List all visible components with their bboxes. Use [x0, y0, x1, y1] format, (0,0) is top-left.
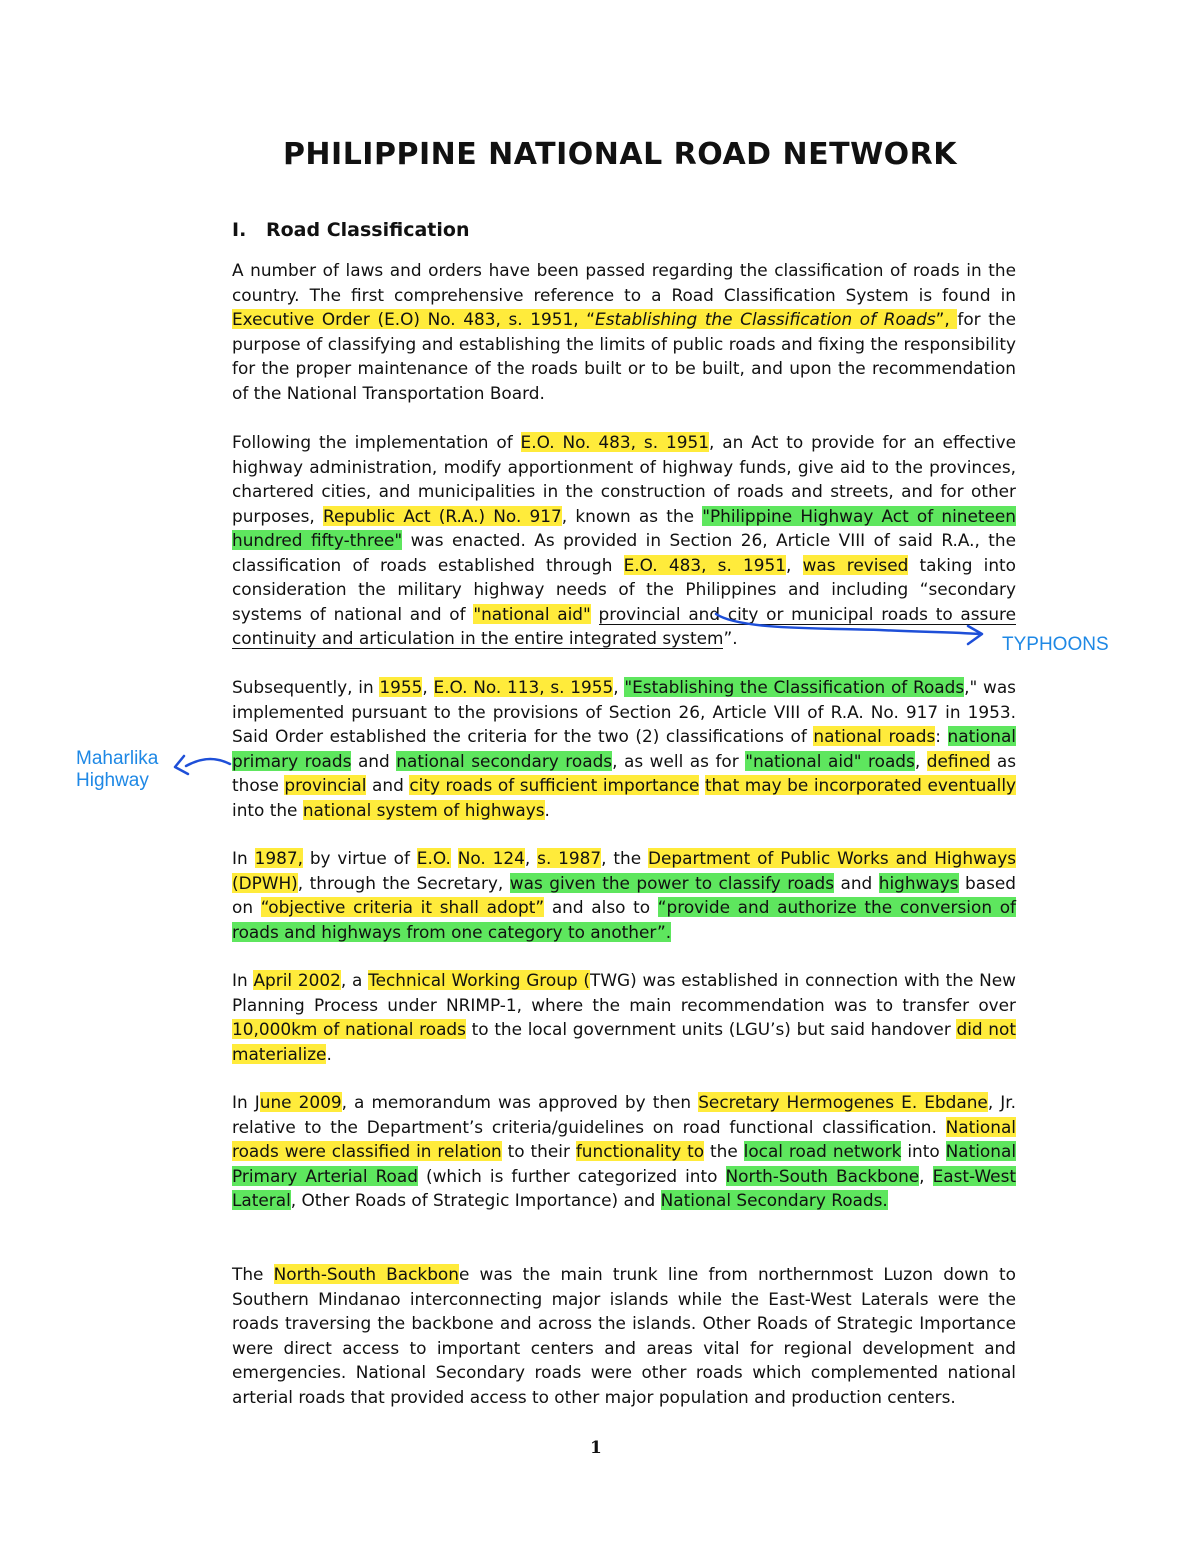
paragraph-3	[232, 675, 1016, 822]
text-run: ,	[422, 677, 434, 697]
highlight-yellow: Department of Public Works and Highways (DPWH)	[232, 848, 1017, 893]
highlight-yellow: Executive Order (E.O) No. 483, s. 1951, “	[232, 309, 596, 329]
text-run: .	[544, 799, 550, 820]
highlight-green: National Primary Arterial Road	[232, 1141, 1017, 1186]
highlight-green: East-West Lateral	[232, 1165, 1016, 1210]
highlight-yellow: E.O. No. 113, s. 1955	[433, 677, 614, 697]
text-run: (which is further categorized into	[417, 1165, 726, 1186]
highlight-green: was given the power to classify roads	[509, 872, 835, 893]
text-run: was enacted. As provided in Section 26, Article VIII of said R.A., the classification of roads established through	[232, 530, 1016, 575]
text-run: , as well as for	[612, 750, 746, 771]
text-run: , through the Secretary,	[297, 872, 510, 893]
text-run: based on	[232, 872, 1017, 917]
highlight-yellow: national roads	[813, 726, 936, 746]
text-run: taking into consideration the military highway needs of the Philippines and including “secondary systems of national and of	[232, 554, 1016, 624]
text-run: TWG) was established in connection with the New Planning Process under NRIMP-1, where the main recommendation was to transfer over	[232, 970, 1016, 1015]
section-title: Road Classification	[266, 219, 470, 241]
text-run: , Jr. relative to the Department’s criteria/guidelines on road functional classification.	[232, 1092, 1017, 1137]
text-run: ,	[613, 677, 625, 697]
highlight-green: highways	[878, 872, 959, 893]
paragraph-5	[232, 968, 1016, 1066]
highlight-green: North-South Backbone	[725, 1165, 920, 1186]
paragraph-6	[232, 1090, 1016, 1213]
underlined-text: provincial and city or municipal roads to assure continuity and articulation in the entire integrated system	[232, 603, 1017, 648]
text-run: ,	[919, 1165, 933, 1186]
maharlika-arrow-icon	[186, 759, 230, 766]
text-run: as those	[232, 750, 1016, 795]
text-run: In	[232, 848, 255, 868]
highlight-yellow: city roads of sufficient importance	[409, 775, 700, 795]
text-run: , an Act to provide for an effective highway administration, modify apportionment of highway funds, give aid to the provinces, chartered cities, and municipalities in the construction of roads and streets, and for other purposes,	[232, 432, 1016, 526]
highlight-yellow: was revised	[802, 554, 909, 575]
section-heading	[232, 219, 469, 241]
text-run: and	[351, 750, 397, 771]
highlight-green: "Establishing the Classification of Roads	[624, 677, 965, 697]
typhoons-note: TYPHOONS	[1002, 634, 1109, 655]
page-number: 1	[590, 1438, 602, 1458]
highlight-yellow: 1987,	[254, 848, 303, 868]
highlight-yellow: une 2009	[259, 1092, 342, 1112]
highlight-yellow: functionality to	[575, 1141, 705, 1161]
text-run: the	[704, 1141, 744, 1161]
text-run: , Other Roads of Strategic Importance) and	[290, 1190, 661, 1210]
paragraph-7	[232, 1262, 1016, 1409]
text-run	[451, 848, 458, 868]
highlight-yellow: s. 1987	[537, 848, 602, 868]
paragraph-4	[232, 846, 1016, 944]
highlight-yellow: "national aid"	[473, 603, 591, 624]
highlight-yellow: Republic Act (R.A.) No. 917	[323, 505, 562, 526]
highlight-green: “provide and authorize the conversion of roads and highways from one category to another”.	[232, 897, 1016, 942]
text-run: for the purpose of classifying and establishing the limits of public roads and fixing the responsibility for the proper maintenance of the roads built or to be built, and upon the recommendation of the National Transportation Board.	[232, 309, 1016, 403]
text-run: ," was implemented pursuant to the provisions of Section 26, Article VIII of R.A. No. 917 in 1953. Said Order established the criteria for the two (2) classifications of	[232, 677, 1016, 746]
text-run: , the	[601, 848, 649, 868]
highlight-green: National Secondary Roads.	[660, 1190, 888, 1210]
highlight-yellow: North-South Backbon	[273, 1264, 459, 1284]
text-run: and	[834, 872, 879, 893]
highlight-green: "national aid" roads	[745, 750, 915, 771]
text-run: .	[326, 1043, 332, 1064]
text-run: , known as the	[561, 505, 703, 526]
text-run: In	[232, 970, 254, 990]
text-run: e was the main trunk line from northernmost Luzon down to Southern Mindanao interconnecting major islands while the East-West Laterals were the roads traversing the backbone and across the islands. Other Roads of Strategic Importance were direct access to important centers and areas vital for regional development and emergencies. National Secondary roads were other roads which complemented national arterial roads that provided access to other major population and production centers.	[232, 1264, 1016, 1407]
text-run: Subsequently, in	[232, 677, 380, 697]
highlight-green: "Philippine Highway Act of nineteen hundred fifty-three"	[232, 505, 1017, 550]
text-run: , a memorandum was approved by then	[341, 1092, 699, 1112]
text-run: and	[366, 775, 410, 795]
text-run: ,	[786, 554, 803, 575]
text-run	[591, 604, 599, 624]
text-run: into	[901, 1141, 946, 1161]
text-run: The	[232, 1264, 274, 1284]
maharlika-note-line2: Highway	[76, 770, 149, 791]
highlight-yellow: that may be incorporated eventually	[704, 775, 1017, 795]
highlight-yellow: 10,000km of national roads	[232, 1019, 466, 1039]
highlight-green: local road network	[743, 1141, 902, 1161]
highlight-yellow: defined	[926, 750, 991, 771]
text-run: into the	[232, 799, 303, 820]
paragraph-2	[232, 430, 1016, 651]
highlight-yellow: E.O. No. 483, s. 1951	[520, 432, 709, 452]
text-run: ”.	[723, 628, 738, 648]
text-run: and also to	[544, 897, 658, 917]
text-run: Following the implementation of	[232, 432, 521, 452]
maharlika-arrowhead-icon	[175, 756, 188, 774]
text-run: A number of laws and orders have been passed regarding the classification of roads in the country. The first comprehensive reference to a Road Classification System is found in	[232, 260, 1016, 305]
highlight-yellow: ”,	[935, 309, 958, 329]
document-title: PHILIPPINE NATIONAL ROAD NETWORK	[282, 137, 958, 172]
highlight-yellow: E.O. 483, s. 1951	[623, 554, 787, 575]
highlight-green: national primary roads	[232, 726, 1016, 771]
highlight-yellow: did not materialize	[232, 1019, 1016, 1064]
highlight-green: national secondary roads	[396, 750, 613, 771]
highlight-yellow: national system of highways	[302, 799, 545, 820]
highlight-yellow-italic: Establishing the Classification of Roads	[595, 309, 936, 329]
highlight-yellow: provincial	[284, 775, 367, 795]
text-run: :	[935, 726, 948, 746]
text-run: by virtue of	[302, 848, 417, 868]
text-run: ,	[524, 848, 538, 868]
paragraph-1	[232, 258, 1016, 405]
maharlika-note-line1: Maharlika	[76, 748, 159, 769]
text-run: In J	[232, 1092, 260, 1112]
highlight-yellow: April 2002	[253, 970, 341, 990]
text-run: , a	[340, 970, 369, 990]
text-run: ,	[914, 750, 927, 771]
highlight-yellow: National roads were classified in relation	[232, 1116, 1016, 1161]
highlight-yellow: Secretary Hermogenes E. Ebdane	[698, 1092, 988, 1112]
section-number: I.	[232, 219, 247, 241]
highlight-yellow: 1955	[379, 677, 423, 697]
highlight-yellow: E.O.	[416, 848, 451, 868]
text-run: to their	[501, 1141, 576, 1161]
highlight-yellow: “objective criteria it shall adopt”	[260, 897, 545, 917]
text-run: to the local government units (LGU’s) but said handover	[465, 1019, 957, 1039]
maharlika-note	[76, 748, 158, 792]
highlight-yellow: No. 124	[457, 848, 525, 868]
highlight-yellow: Technical Working Group (	[368, 970, 591, 990]
